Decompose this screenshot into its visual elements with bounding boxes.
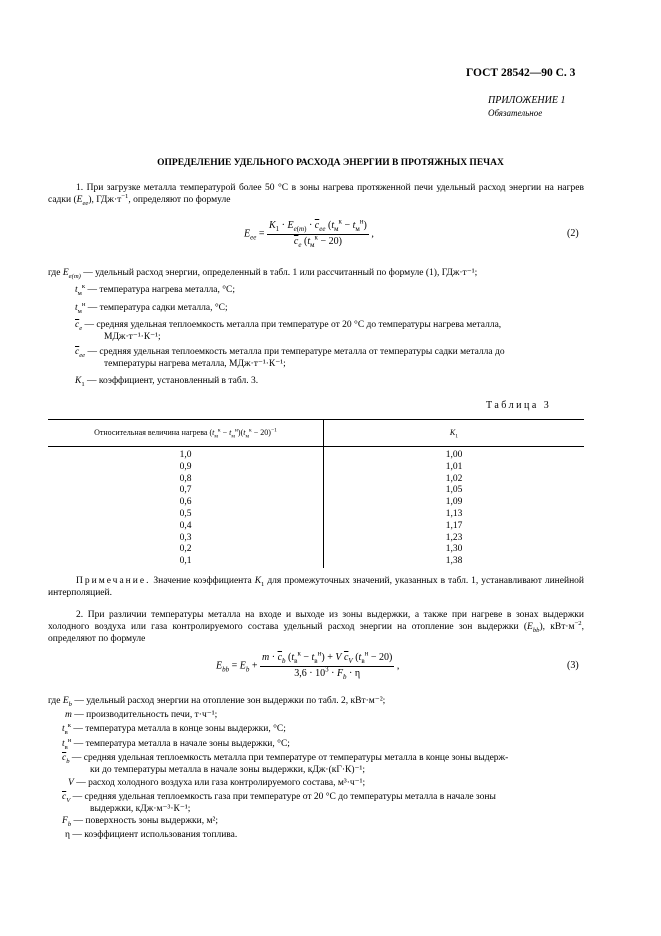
definition-c-b: $\overline{c}_b$ — средняя удельная теплоемкость металла при температуре от температуры металла в конце зоны выдерж- ки до температуры металла в начале зоны выдержки, кДж·(кГ·К)⁻¹; (62, 753, 509, 775)
table-row: 1,0 1,00 (48, 447, 584, 462)
table-3-caption: Таблица 3 (486, 400, 552, 411)
formula-3-number: (3) (567, 660, 579, 671)
formula-3: $E_{bb} = E_b$ + $\frac{m \cdot \overline{c}_b (t_в^к - t_в^н) + V \overline{c}_V (t_в^н - 20)}{3,6 \cdot 10^3 \cdot F_b \cdot \eta}$ , (216, 649, 400, 681)
appendix-title: ПРИЛОЖЕНИЕ 1 (488, 95, 566, 106)
definition-v: V — расход холодного воздуха или газа контролируемого состава, м³·ч⁻¹; (68, 778, 366, 788)
definition-f-b: $F_b$ — поверхность зоны выдержки, м²; (62, 816, 218, 828)
table-3 (48, 419, 584, 568)
table-row: 0,3 1,23 (48, 533, 584, 545)
definition-t-vn: $t_в^н$ — температура металла в начале зоны выдержки, °С; (62, 736, 290, 751)
definition-k1: $K_1$ — коэффициент, установленный в табл. 3. (75, 376, 259, 388)
table-row: 0,2 1,30 (48, 544, 584, 556)
formula-2-number: (2) (567, 228, 579, 239)
table-row: 0,7 1,05 (48, 485, 584, 497)
table-row: 0,6 1,09 (48, 497, 584, 509)
definition-t-vk: $t_в^к$ — температура металла в конце зоны выдержки, °С; (62, 721, 286, 736)
table-3-note: Примечание. Значение коэффициента $K_1$ для промежуточных значений, указанных в табл. 1, устанавливают линейной интерполяцией. (48, 576, 584, 598)
item1-paragraph: 1. При загрузке металла температурой более 50 °С в зоны нагрева протяженной печи удельный расход энергии на нагрев садки $(E_{ee})$, $ГДж\cdot т^{-1}$, определяют по формуле (48, 183, 584, 207)
table-row: 0,4 1,17 (48, 521, 584, 533)
definition-c-v: $\overline{c}_V$ — средняя удельная теплоемкость газа при температуре от 20 °С до температуры металла в начале зоны выдержки, кДж·м⁻³·К⁻¹; (62, 792, 496, 814)
definition-t-mk: $t_м^к$ — температура нагрева металла, °С; (75, 282, 235, 297)
definition-m: m — производительность печи, т·ч⁻¹; (65, 710, 218, 720)
definitions-2-lead: где $E_b$ — удельный расход энергии на отопление зон выдержки по табл. 2, кВт·м⁻²; (48, 696, 386, 708)
definition-eta: η — коэффициент использования топлива. (65, 830, 238, 840)
definitions-1-lead: где $E_{e(m)}$ — удельный расход энергии, определенный в табл. 1 или рассчитанный по формуле (1), ГДж·т⁻¹; (48, 268, 478, 280)
section-title: ОПРЕДЕЛЕНИЕ УДЕЛЬНОГО РАСХОДА ЭНЕРГИИ В ПРОТЯЖНЫХ ПЕЧАХ (157, 158, 504, 168)
table-row: 0,1 1,38 (48, 556, 584, 568)
appendix-status: Обязательное (488, 108, 543, 118)
table-3-col-ratio-header: Относительная величина нагрева $(t_м^к - t_м^н)(t_м^к - 20)^{-1}$ (48, 420, 324, 447)
standard-reference: ГОСТ 28542—90 С. 3 (466, 67, 576, 79)
table-row: 0,9 1,01 (48, 462, 584, 474)
table-3-col-k1-header: $K_1$ (324, 420, 585, 447)
definition-c-e: $\overline{c}_e$ — средняя удельная теплоемкость металла при температуре от 20 °С до температуры нагрева металла, МДж·т⁻¹·К⁻¹; (75, 320, 502, 342)
definition-c-ee: $\overline{c}_{ee}$ — средняя удельная теплоемкость металла при температуре металла от температуры садки металла до температуры нагрева металла, МДж·т⁻¹·К⁻¹; (75, 347, 505, 369)
definition-t-mn: $t_м^н$ — температура садки металла, °С; (75, 300, 228, 315)
table-row: 0,5 1,13 (48, 509, 584, 521)
item2-paragraph: 2. При различии температуры металла на входе и выходе из зоны выдержки, а также при нагреве в зонах выдержки холодного воздуха или газа контролируемого состава удельный расход энергии на отопление зон выдержки $(E_{bb})$, $кВт\cdot м^{-2}$, определяют по формуле (48, 610, 584, 644)
table-row: 0,8 1,02 (48, 474, 584, 486)
formula-2: $E_{ee}$ = $\frac{K_1 \cdot E_{e(m)} \cdot \overline{c}_{ee} (t_м^к - t_м^н)}{\overline{c}_e (t_м^к - 20)}$ , (244, 217, 374, 249)
